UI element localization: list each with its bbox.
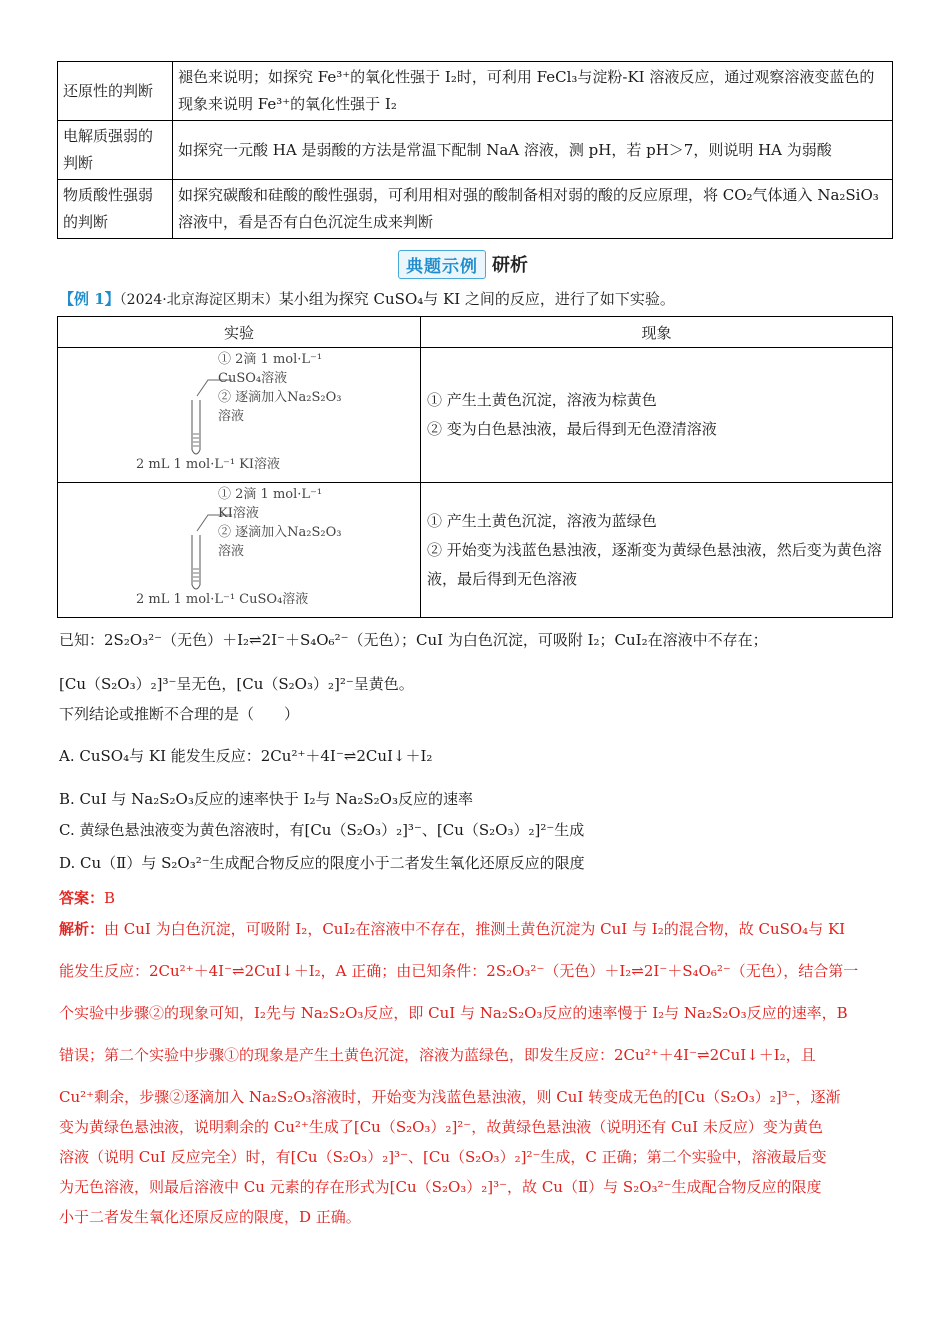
- analysis-line: 解析：由 CuI 为白色沉淀，可吸附 I₂，CuI₂在溶液中不存在，推测土黄色沉淀为 CuI 与 I₂的混合物，故 CuSO₄与 KI: [59, 920, 846, 938]
- analysis-line: 错误；第二个实验中步骤①的现象是产生土黄色沉淀，溶液为蓝绿色，即发生反应：2Cu²⁺＋4I⁻⇌2CuI↓＋I₂，且: [59, 1046, 816, 1064]
- note-line: ② 逐滴加入Na₂S₂O₃: [218, 390, 342, 405]
- note-line: 溶液: [218, 409, 245, 424]
- row-content: 如探究碳酸和硅酸的酸性强弱，可利用相对强的酸制备相对弱的酸的反应原理，将 CO₂气体通入 Na₂SiO₃溶液中，看是否有白色沉淀生成来判断: [173, 180, 893, 239]
- table-row: [58, 483, 893, 618]
- header-experiment: 实验: [58, 317, 421, 348]
- analysis-line: 溶液（说明 CuI 反应完全）时，有[Cu（S₂O₃）₂]³⁻、[Cu（S₂O₃）₂]²⁻生成，C 正确；第二个实验中，溶液最后变: [59, 1148, 827, 1166]
- example-source: （2024·北京海淀区期末）: [119, 292, 279, 308]
- note-line: CuSO₄溶液: [218, 371, 288, 386]
- note-line: ② 逐滴加入Na₂S₂O₃: [218, 525, 342, 540]
- answer-value: B: [104, 889, 116, 907]
- note-line: KI溶液: [218, 506, 259, 521]
- table-header-row: [58, 317, 893, 348]
- test-tube-icon: [186, 531, 206, 593]
- table-row: [58, 348, 893, 483]
- known-line-2: [Cu（S₂O₃）₂]³⁻呈无色，[Cu（S₂O₃）₂]²⁻呈黄色。: [59, 675, 414, 693]
- phenomenon-line: ② 开始变为浅蓝色悬浊液，逐渐变为黄绿色悬浊液，然后变为黄色溶液，最后得到无色溶液: [427, 540, 882, 588]
- row-label: 物质酸性强弱的判断: [58, 180, 173, 239]
- experiment-diagram: [58, 348, 421, 483]
- banner-text: 研析: [492, 255, 528, 276]
- method-table: [57, 61, 893, 239]
- note-line: ① 2滴 1 mol·L⁻¹: [218, 487, 323, 502]
- analysis-line: 变为黄绿色悬浊液，说明剩余的 Cu²⁺生成了[Cu（S₂O₃）₂]²⁻，故黄绿色悬浊液（说明还有 CuI 未反应）变为黄色: [59, 1118, 823, 1136]
- analysis: [59, 914, 893, 1232]
- table-row: [58, 180, 893, 239]
- solution-label: 2 mL 1 mol·L⁻¹ KI溶液: [136, 457, 281, 472]
- phenomenon-cell: [421, 348, 893, 483]
- phenomenon-line: ① 产生土黄色沉淀，溶液为蓝绿色: [427, 511, 657, 530]
- phenomenon-line: ① 产生土黄色沉淀，溶液为棕黄色: [427, 391, 657, 409]
- solution-label: 2 mL 1 mol·L⁻¹ CuSO₄溶液: [136, 592, 309, 607]
- analysis-label: 解析：: [59, 920, 105, 938]
- table-row: [58, 121, 893, 180]
- note-line: ① 2滴 1 mol·L⁻¹: [218, 352, 323, 367]
- example-stem-text: 某小组为探究 CuSO₄与 KI 之间的反应，进行了如下实验。: [278, 290, 675, 308]
- phenomenon-cell: [421, 483, 893, 618]
- banner-tag: 典题示例: [398, 250, 486, 279]
- answer: [59, 887, 115, 908]
- note-line: 溶液: [218, 544, 245, 559]
- header-phenomenon: 现象: [421, 317, 893, 348]
- answer-label: 答案：: [59, 889, 105, 907]
- example-stem: [59, 288, 675, 309]
- analysis-line: 为无色溶液，则最后溶液中 Cu 元素的存在形式为[Cu（S₂O₃）₂]³⁻，故 Cu（Ⅱ）与 S₂O₃²⁻生成配合物反应的限度: [59, 1178, 822, 1196]
- row-label: 还原性的判断: [58, 62, 173, 121]
- row-content: 如探究一元酸 HA 是弱酸的方法是常温下配制 NaA 溶液，测 pH，若 pH＞7，则说明 HA 为弱酸: [173, 121, 893, 180]
- analysis-line: 小于二者发生氧化还原反应的限度，D 正确。: [59, 1208, 361, 1226]
- question-text: 下列结论或推断不合理的是（ ）: [59, 705, 300, 723]
- option-a: A. CuSO₄与 KI 能发生反应：2Cu²⁺＋4I⁻⇌2CuI↓＋I₂: [59, 747, 433, 765]
- known-line-1: 已知：2S₂O₃²⁻（无色）＋I₂⇌2I⁻＋S₄O₆²⁻（无色）；CuI 为白色沉淀，可吸附 I₂；CuI₂在溶液中不存在；: [59, 631, 768, 649]
- table-row: [58, 62, 893, 121]
- option-d: D. Cu（Ⅱ）与 S₂O₃²⁻生成配合物反应的限度小于二者发生氧化还原反应的限度: [59, 854, 585, 872]
- analysis-line: 个实验中步骤②的现象可知，I₂先与 Na₂S₂O₃反应，即 CuI 与 Na₂S₂O₃反应的速率慢于 I₂与 Na₂S₂O₃反应的速率，B: [59, 1004, 848, 1022]
- section-banner: [398, 249, 528, 279]
- experiment-table: [57, 316, 893, 618]
- option-b: B. CuI 与 Na₂S₂O₃反应的速率快于 I₂与 Na₂S₂O₃反应的速率: [59, 790, 473, 808]
- analysis-line: Cu²⁺剩余，步骤②逐滴加入 Na₂S₂O₃溶液时，开始变为浅蓝色悬浊液，则 CuI 转变成无色的[Cu（S₂O₃）₂]³⁻，逐渐: [59, 1088, 841, 1106]
- test-tube-icon: [186, 396, 206, 458]
- option-c: C. 黄绿色悬浊液变为黄色溶液时，有[Cu（S₂O₃）₂]³⁻、[Cu（S₂O₃）₂]²⁻生成: [59, 821, 585, 839]
- row-content: 褪色来说明；如探究 Fe³⁺的氧化性强于 I₂时，可利用 FeCl₃与淀粉-KI 溶液反应，通过观察溶液变蓝色的现象来说明 Fe³⁺的氧化性强于 I₂: [173, 62, 893, 121]
- phenomenon-line: ② 变为白色悬浊液，最后得到无色澄清溶液: [427, 420, 717, 438]
- analysis-line: 能发生反应：2Cu²⁺＋4I⁻⇌2CuI↓＋I₂，A 正确；由已知条件：2S₂O₃²⁻（无色）＋I₂⇌2I⁻＋S₄O₆²⁻（无色），结合第一: [59, 962, 859, 980]
- example-tag: 【例 1】: [59, 290, 120, 308]
- row-label: 电解质强弱的判断: [58, 121, 173, 180]
- experiment-diagram: [58, 483, 421, 618]
